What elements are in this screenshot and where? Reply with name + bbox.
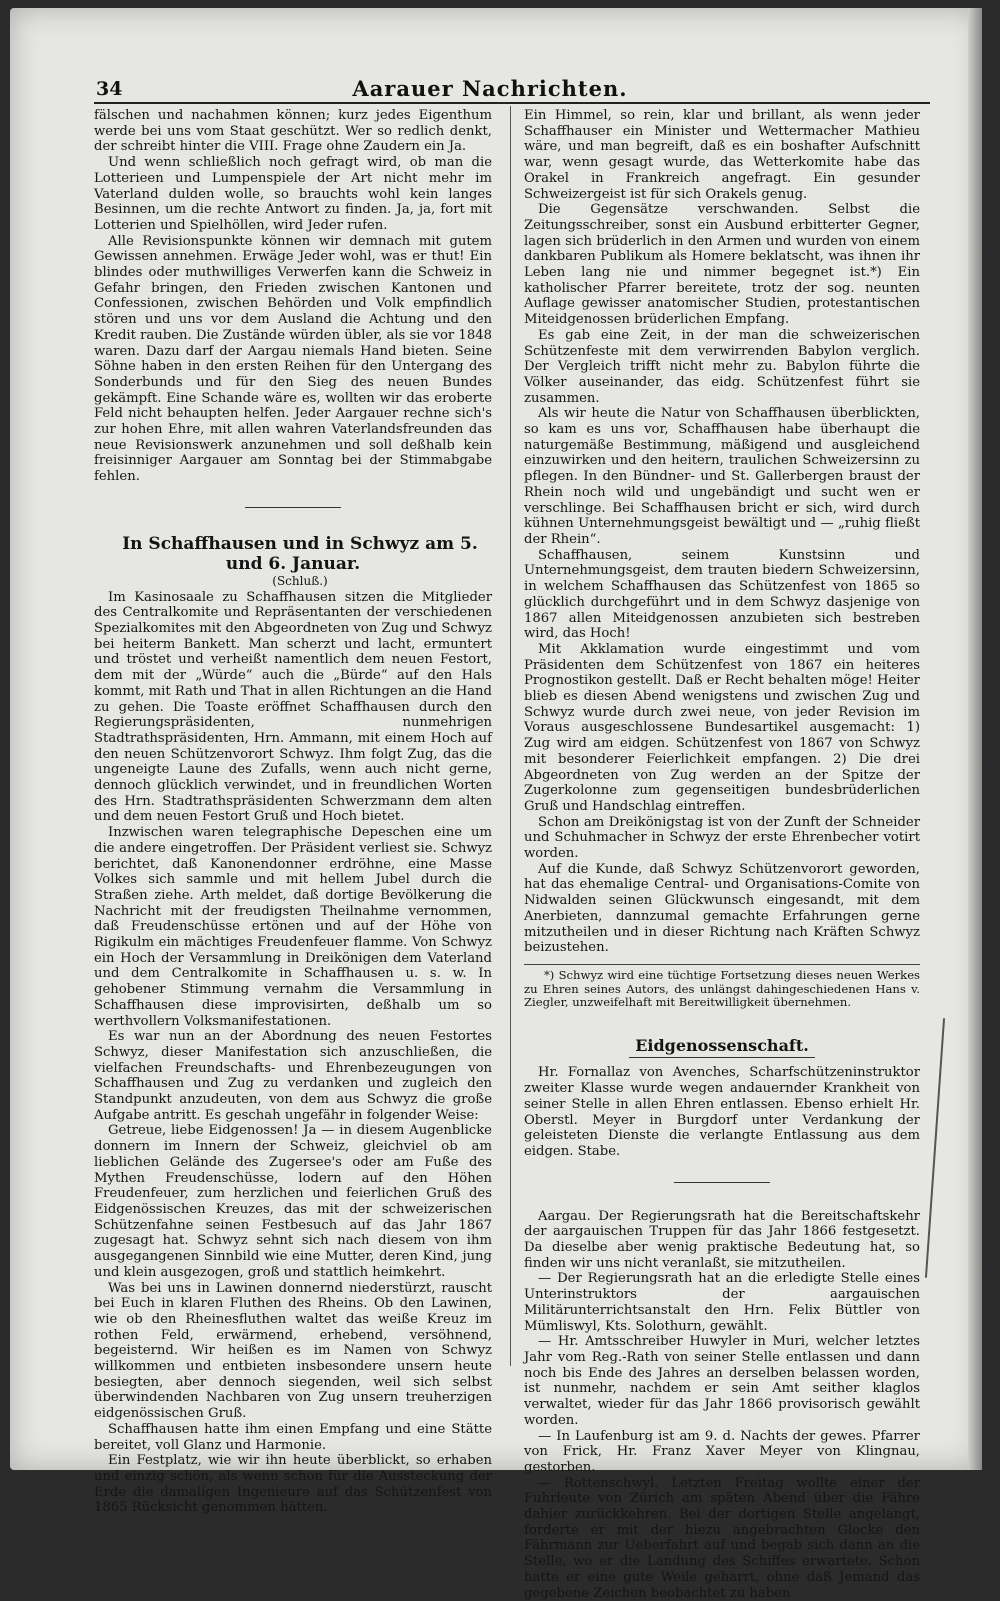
paragraph: — In Laufenburg ist am 9. d. Nachts der gewes. Pfarrer von Frick, Hr. Franz Xaver Meyer von Klingnau, gestorben. — [524, 1428, 920, 1475]
separator-rule — [674, 1182, 770, 1183]
left-column — [94, 108, 492, 1516]
column-divider — [510, 106, 511, 1366]
footnote — [524, 969, 920, 1010]
paragraph: Alle Revisionspunkte können wir demnach mit gutem Gewissen annehmen. Erwäge Jeder wohl, was er thut! Ein blindes oder muthwilliges Verwerfen kann die Schweiz in Gefahr bringen, den Frieden zwischen Kantonen und Confessionen, zwischen Behörden und Volk empfindlich stören und uns vor dem Ausland die Achtung und den Kredit rauben. Die Zustände würden übler, als sie vor 1848 waren. Dazu darf der Aargau niemals Hand bieten. Seine Söhne haben in den ersten Reihen für den Untergang des Sonderbunds und für den Sieg des neuen Bundes gekämpft. Eine Schande wäre es, wollten wir das eroberte Feld nicht behaupten helfen. Jeder Aargauer rechne sich's zur hohen Ehre, mit allen wahren Vaterlandsfreunden das neue Revisionswerk anzunehmen und soll deßhalb kein freisinniger Aargauer am Sonntag bei der Stimmabgabe fehlen. — [94, 233, 492, 485]
paragraph: Auf die Kunde, daß Schwyz Schützenvorort geworden, hat das ehemalige Central- und Organisations-Comite von Nidwalden seinen Glückwunsch eingesandt, mit dem Anerbieten, dannzumal gemachte Erfahrungen gerne mitzutheilen und in dieser Richtung nach Kräften Schwyz beizustehen. — [524, 861, 920, 956]
paragraph: Es war nun an der Abordnung des neuen Festortes Schwyz, dieser Manifestation sich anzuschließen, die vielfachen Freundschafts- und Ehrenbezeugungen von Schaffhausen und Zug zu verdanken und zugleich den Standpunkt anzudeuten, von dem aus Schwyz die große Aufgabe antritt. Es geschah ungefähr in folgender Weise: — [94, 1029, 492, 1123]
article-title: In Schaffhausen und in Schwyz am 5. und 6. Januar. — [122, 533, 478, 574]
page-edge-shadow — [968, 8, 982, 1470]
right-column — [524, 108, 920, 1601]
section-title — [524, 1035, 920, 1055]
paragraph: Es gab eine Zeit, in der man die schweizerischen Schützenfeste mit dem verwirrenden Babylon verglich. Der Vergleich trifft nicht mehr zu. Babylon führte die Völker auseinander, das eidg. Schützenfest führt sie zusammen. — [524, 327, 920, 406]
separator-rule — [245, 507, 341, 508]
paragraph: Die Gegensätze verschwanden. Selbst die Zeitungsschreiber, sonst ein Ausbund erbitterter Gegner, lagen sich brüderlich in den Armen und wurden von einem dankbaren Publikum als Homere beklatscht, was ihnen ihr Leben lang nie und nimmer begegnet ist.*) Ein katholischer Pfarrer bereitete, trotz der sog. neunten Auflage gewisser anatomischer Studien, protestantischen Miteidgenossen brüderlichen Empfang. — [524, 202, 920, 328]
paragraph: — Hr. Amtsschreiber Huwyler in Muri, welcher letztes Jahr vom Reg.-Rath von seiner Stelle entlassen und dann noch bis Ende des Jahres an derselben belassen worden, ist nunmehr, nachdem er sein Amt seither klaglos verwaltet, wieder für das Jahr 1866 provisorisch gewählt worden. — [524, 1334, 920, 1428]
paragraph: Getreue, liebe Eidgenossen! Ja — in diesem Augenblicke donnern im Innern der Schweiz, gleichviel ob am lieblichen Gelände des Zugersee's oder am Fuße des Mythen Freudenschüsse, lodern auf den Höhen Freudenfeuer, zum herzlichen und feierlichen Gruß des Eidgenössischen Kreuzes, das mit der schweizerischen Schützenfahne seinen Festbesuch auf das Jahr 1867 zugesagt hat. Schwyz sehnt sich nach diesem von ihm ausgegangenen Sinnbild wie eine Mutter, deren Kind, jung und klein ausgezogen, groß und stattlich heimkehrt. — [94, 1123, 492, 1280]
paragraph: Schon am Dreikönigstag ist von der Zunft der Schneider und Schuhmacher in Schwyz der erste Ehrenbecher votirt worden. — [524, 814, 920, 862]
paragraph: Inzwischen waren telegraphische Depeschen eine um die andere eingetroffen. Der Präsident verliest sie. Schwyz berichtet, daß Kanonendonner erdröhne, eine Masse Volkes sich sammle und mit hellem Jubel durch die Straßen ziehe. Arth meldet, daß dortige Bevölkerung die Nachricht mit der freudigsten Theilnahme vernommen, daß Freudenschüsse ertönen und auf der Höhe von Rigikulm ein mächtiges Freudenfeuer flamme. Von Schwyz ein Hoch der Versammlung in Dreikönigen dem Vaterland und dem Centralkomite in Schaffhausen u. s. w. In gehobener Stimmung vernahm die Versammlung in Schaffhausen diese improvisirten, deßhalb um so werthvollern Volksmanifestationen. — [94, 825, 492, 1029]
paragraph: Was bei uns in Lawinen donnernd niederstürzt, rauscht bei Euch in klaren Fluthen des Rheins. Ob den Lawinen, wie ob den Rheinesfluthen waltet das weiße Kreuz im rothen Feld, erwärmend, erhebend, versöhnend, begeisternd. Wir heißen es im Namen von Schwyz willkommen und entbieten insbesondere unsern heute besiegten, aber dennoch siegenden, weil sich selbst überwindenden Nachbaren von Zug unsern treuherzigen eidgenössischen Gruß. — [94, 1280, 492, 1422]
paragraph: Schaffhausen hatte ihm einen Empfang und eine Stätte bereitet, voll Glanz und Harmonie. — [94, 1421, 492, 1453]
paragraph: — Rottenschwyl. Letzten Freitag wollte einer der Fuhrleute von Zürich am späten Abend über die Fähre dahier zurückkehren. Bei der dortigen Stelle angelangt, forderte er mit der hiezu angebrachten Glocke den Fährmann zur Ueberfahrt auf und begab sich dann an die Stelle, wo er die Landung des Schiffes erwartete. Schon hatte er eine gute Weile geharrt, ohne daß Jemand das gegebene Zeichen beobachtet zu haben — [524, 1475, 920, 1601]
footnote-rule — [524, 964, 920, 965]
paragraph: Ein Festplatz, wie wir ihn heute überblickt, so erhaben und einzig schön, als wenn schon für die Aussteckung der Erde die damaligen Ingenieure auf das Schützenfest von 1865 Rücksicht genommen hätten. — [94, 1453, 492, 1516]
paragraph: Mit Akklamation wurde eingestimmt und vom Präsidenten dem Schützenfest von 1867 ein heiteres Prognostikon gestellt. Daß er Recht behalten möge! Heiter blieb es diesen Abend wenigstens und zwischen Zug und Schwyz wurde durch zwei neue, von jeder Revision im Voraus ausgeschlossene Bundesartikel ausgemacht: 1) Zug wird am eidgen. Schützenfest von 1867 von Schwyz mit besonderer Feierlichkeit empfangen. 2) Die drei Abgeordneten von Zug werden an der Spitze der Zugerkolonne zum gegenseitigen bundesbrüderlichen Gruß und Handschlag eintreffen. — [524, 641, 920, 814]
newspaper-page — [10, 8, 982, 1601]
masthead: Aarauer Nachrichten. — [352, 76, 628, 101]
paragraph: fälschen und nachahmen können; kurz jedes Eigenthum werde bei uns vom Staat geschützt. Wer so redlich denkt, der schreibt hinter die VIII. Frage ohne Zaudern ein Ja. — [94, 108, 492, 155]
paragraph: Aargau. Der Regierungsrath hat die Bereitschaftskehr der aargauischen Truppen für das Jahr 1866 festgesetzt. Da dieselbe aber wenig praktische Bedeutung hat, so finden wir uns nicht veranlaßt, sie mitzutheilen. — [524, 1208, 920, 1271]
margin-pencil-mark — [925, 1018, 945, 1278]
paragraph: Ein Himmel, so rein, klar und brillant, als wenn jeder Schaffhauser ein Minister und Wettermacher Mathieu wäre, und man begreift, daß es ein boshafter Aufschnitt war, wenn gesagt wurde, das Wetterkomite habe das Orakel in Frankreich angefragt. Ein gesunder Schweizergeist ist für sich Orakels genug. — [524, 108, 920, 202]
page-number: 34 — [96, 78, 123, 100]
paragraph: Als wir heute die Natur von Schaffhausen überblickten, so kam es uns vor, Schaffhausen habe überhaupt die naturgemäße Bestimmung, mäßigend und ausgleichend einzuwirken und den heitern, traulichen Schweizersinn zu pflegen. In den Bündner- und St. Gallerbergen braust der Rhein noch wild und ungebändigt und sucht wen er verschlinge. Bei Schaffhausen bricht er sich, wird durch kühnen Unternehmungsgeist bewältigt und — „ruhig fließt der Rhein“. — [524, 406, 920, 547]
section-title-text: Eidgenossenschaft. — [629, 1036, 815, 1058]
article-subtitle: (Schluß.) — [272, 573, 328, 588]
paragraph: Im Kasinosaale zu Schaffhausen sitzen die Mitglieder des Centralkomite und Repräsentanten der verschiedenen Spezialkomites mit den Abgeordneten von Zug und Schwyz bei heiterm Bankett. Man scherzt und lacht, ermuntert und tröstet und verheißt namentlich dem neuen Festort, dem mit der „Würde“ auch die „Bürde“ auf den Hals kommt, mit Rath und That in allen Richtungen an die Hand zu gehen. Die Toaste eröffnet Schaffhausen durch den Regierungspräsidenten, nunmehrigen Stadtrathspräsidenten, Hrn. Ammann, mit einem Hoch auf den neuen Schützenvorort Schwyz. Ihm folgt Zug, das die ungeneigte Laune des Zufalls, wenn auch nicht gerne, dennoch glücklich verwindet, und in freundlichen Worten des Hrn. Stadtrathspräsidenten Schwerzmann dem alten und dem neuen Festort Gruß und Hoch bietet. — [94, 589, 492, 825]
paragraph: — Der Regierungsrath hat an die erledigte Stelle eines Unterinstruktors der aargauischen Militärunterrichtsanstalt den Hrn. Felix Büttler von Mümliswyl, Kts. Solothurn, gewählt. — [524, 1271, 920, 1334]
paragraph: Hr. Fornallaz von Avenches, Scharfschützeninstruktor zweiter Klasse wurde wegen andauernder Krankheit von seiner Stelle in allen Ehren entlassen. Ebenso erhielt Hr. Oberstl. Meyer in Burgdorf unter Verdankung der geleisteten Dienste die verlangte Entlassung aus dem eidgen. Stabe. — [524, 1065, 920, 1159]
header-rule — [94, 102, 930, 104]
paragraph: Schaffhausen, seinem Kunstsinn und Unternehmungsgeist, dem trauten biedern Schweizersinn, in welchem Schaffhausen das Schützenfest von 1865 so glücklich durchgeführt und in dem Schwyz dasjenige von 1867 allen Miteidgenossen anzubieten sich bestreben wird, das Hoch! — [524, 547, 920, 642]
paragraph: Und wenn schließlich noch gefragt wird, ob man die Lotterieen und Lumpenspiele der Art nicht mehr im Vaterland dulden wolle, so brauchts wohl kein langes Besinnen, um die rechte Antwort zu finden. Ja, ja, fort mit Lotterien und Spielhöllen, wird Jeder rufen. — [94, 155, 492, 233]
footnote-text: *) Schwyz wird eine tüchtige Fortsetzung dieses neuen Werkes zu Ehren seines Autors, des unlängst dahingeschiedenen Hans v. Ziegler, unzweifelhaft mit Bereitwilligkeit übernehmen. — [524, 967, 920, 1010]
